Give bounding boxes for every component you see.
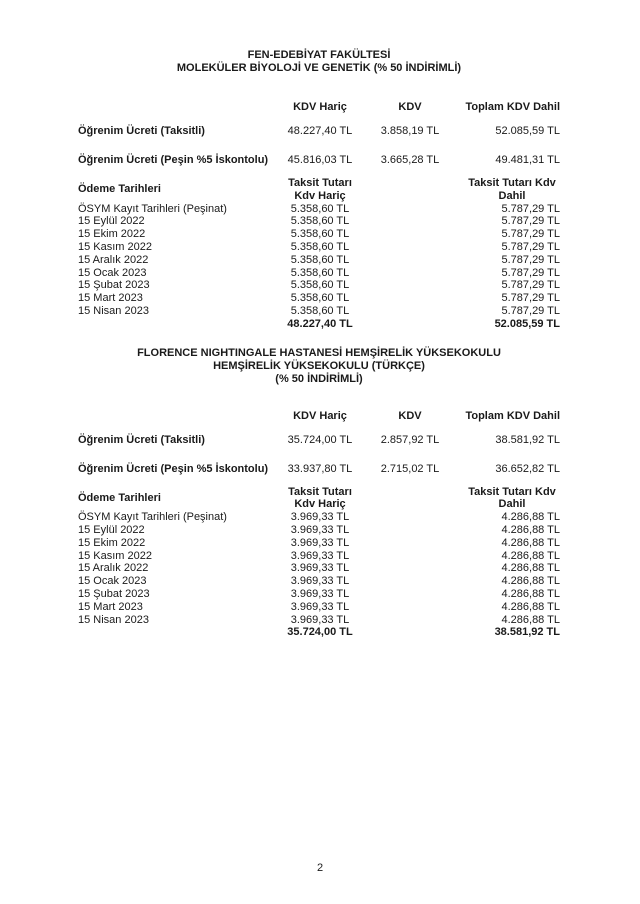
installment-incl-vat: 4.286,88 TL — [501, 613, 560, 626]
payment-date: 15 Şubat 2023 — [78, 279, 150, 292]
section-fen-edebiyat — [78, 49, 560, 331]
installment-excl-vat: 5.358,60 TL — [290, 202, 350, 215]
fee-table-rows — [78, 434, 560, 476]
table-row — [78, 241, 560, 254]
fee-amount-incl-vat: 36.652,82 TL — [495, 462, 560, 475]
schedule-header-dates: Ödeme Tarihleri — [78, 491, 161, 504]
installment-incl-vat: 4.286,88 TL — [501, 536, 560, 549]
installment-excl-vat: 3.969,33 TL — [290, 523, 350, 536]
fee-label: Öğrenim Ücreti (Taksitli) — [78, 433, 205, 446]
payment-date: 15 Aralık 2022 — [78, 253, 149, 266]
table-row — [78, 588, 560, 601]
section-title-line: HEMŞİRELİK YÜKSEKOKULU (TÜRKÇE) — [213, 359, 425, 372]
fee-table-header — [78, 101, 560, 114]
table-row — [78, 550, 560, 563]
installment-excl-vat: 5.358,60 TL — [290, 304, 350, 317]
table-row — [78, 267, 560, 280]
fee-vat: 2.857,92 TL — [380, 433, 440, 446]
fee-amount-excl-vat: 45.816,03 TL — [287, 154, 353, 166]
total-incl-vat: 38.581,92 TL — [494, 626, 560, 639]
installment-excl-vat: 3.969,33 TL — [290, 613, 350, 626]
fee-table-rows — [78, 125, 560, 167]
installment-excl-vat: 5.358,60 TL — [290, 228, 350, 241]
fee-vat: 2.715,02 TL — [380, 462, 440, 475]
installment-incl-vat: 5.787,29 TL — [501, 304, 560, 317]
schedule-total-row — [78, 626, 560, 639]
payment-date: 15 Ocak 2023 — [78, 266, 147, 279]
installment-incl-vat: 4.286,88 TL — [501, 523, 560, 536]
fee-header-kdv: KDV — [398, 101, 422, 113]
installment-incl-vat: 5.787,29 TL — [501, 266, 560, 279]
payment-date: 15 Ekim 2022 — [78, 228, 146, 241]
schedule-rows — [78, 511, 560, 626]
installment-incl-vat: 5.787,29 TL — [501, 202, 560, 215]
table-row — [78, 292, 560, 305]
fee-amount-incl-vat: 49.481,31 TL — [495, 154, 560, 166]
fee-header-toplam: Toplam KDV Dahil — [465, 409, 560, 422]
installment-excl-vat: 5.358,60 TL — [290, 215, 350, 228]
schedule-total-row — [78, 318, 560, 331]
installment-incl-vat: 4.286,88 TL — [501, 549, 560, 562]
fee-amount-excl-vat: 33.937,80 TL — [287, 462, 353, 475]
fee-amount-incl-vat: 38.581,92 TL — [495, 433, 560, 446]
payment-date: 15 Eylül 2022 — [78, 523, 145, 536]
table-row — [78, 279, 560, 292]
installment-excl-vat: 5.358,60 TL — [290, 292, 350, 305]
table-row — [78, 215, 560, 228]
payment-date: 15 Mart 2023 — [78, 600, 143, 613]
table-row — [78, 305, 560, 318]
table-row — [78, 254, 560, 267]
payment-date: 15 Ekim 2022 — [78, 536, 146, 549]
table-row — [78, 537, 560, 550]
installment-excl-vat: 5.358,60 TL — [290, 253, 350, 266]
installment-excl-vat: 3.969,33 TL — [290, 549, 350, 562]
installment-incl-vat: 5.787,29 TL — [501, 253, 560, 266]
schedule-header-amount: Taksit Tutarı Kdv Hariç — [288, 485, 352, 511]
installment-incl-vat: 4.286,88 TL — [501, 600, 560, 613]
table-row — [78, 434, 560, 447]
payment-date: 15 Kasım 2022 — [78, 240, 152, 253]
payment-date: 15 Nisan 2023 — [78, 304, 149, 317]
installment-incl-vat: 5.787,29 TL — [501, 279, 560, 292]
installment-excl-vat: 3.969,33 TL — [290, 536, 350, 549]
fee-label: Öğrenim Ücreti (Taksitli) — [78, 125, 205, 137]
payment-date: 15 Nisan 2023 — [78, 613, 149, 626]
installment-incl-vat: 5.787,29 TL — [501, 215, 560, 228]
installment-incl-vat: 4.286,88 TL — [501, 587, 560, 600]
table-row — [78, 575, 560, 588]
section-title-line: (% 50 İNDİRİMLİ) — [275, 372, 363, 385]
section-title-line: FLORENCE NIGHTINGALE HASTANESİ HEMŞİRELİK YÜKSEKOKULU — [137, 346, 501, 359]
page-number: 2 — [316, 862, 324, 874]
section-title-line: FEN-EDEBİYAT FAKÜLTESİ — [247, 49, 391, 61]
total-excl-vat: 48.227,40 TL — [287, 317, 353, 330]
payment-date: ÖSYM Kayıt Tarihleri (Peşinat) — [78, 202, 227, 215]
payment-date: 15 Aralık 2022 — [78, 562, 149, 575]
total-excl-vat: 35.724,00 TL — [287, 626, 353, 639]
payment-date: 15 Şubat 2023 — [78, 587, 150, 600]
table-row — [78, 524, 560, 537]
installment-excl-vat: 5.358,60 TL — [290, 240, 350, 253]
fee-amount-incl-vat: 52.085,59 TL — [495, 125, 560, 137]
payment-date: 15 Mart 2023 — [78, 292, 143, 305]
schedule-rows — [78, 203, 560, 318]
table-row — [78, 463, 560, 476]
total-incl-vat: 52.085,59 TL — [494, 317, 560, 330]
fee-header-kdv: KDV — [398, 409, 422, 422]
fee-table-header — [78, 410, 560, 423]
fee-amount-excl-vat: 35.724,00 TL — [287, 433, 353, 446]
fee-header-kdv-haric: KDV Hariç — [293, 409, 347, 422]
table-row — [78, 125, 560, 138]
installment-excl-vat: 3.969,33 TL — [290, 562, 350, 575]
section-title — [78, 49, 560, 75]
installment-excl-vat: 5.358,60 TL — [290, 266, 350, 279]
table-row — [78, 154, 560, 167]
schedule-header — [78, 177, 560, 203]
installment-incl-vat: 5.787,29 TL — [501, 228, 560, 241]
fee-label: Öğrenim Ücreti (Peşin %5 İskontolu) — [78, 154, 269, 166]
installment-incl-vat: 4.286,88 TL — [501, 511, 560, 524]
section-title-line: MOLEKÜLER BİYOLOJİ VE GENETİK (% 50 İNDİRİMLİ) — [176, 62, 462, 74]
payment-date: 15 Kasım 2022 — [78, 549, 152, 562]
installment-incl-vat: 5.787,29 TL — [501, 292, 560, 305]
payment-date: 15 Eylül 2022 — [78, 215, 145, 228]
installment-excl-vat: 3.969,33 TL — [290, 587, 350, 600]
schedule-header-total: Taksit Tutarı Kdv Dahil — [468, 485, 556, 511]
table-row — [78, 203, 560, 216]
installment-excl-vat: 3.969,33 TL — [290, 575, 350, 588]
installment-incl-vat: 4.286,88 TL — [501, 562, 560, 575]
fee-header-spacer — [78, 410, 270, 423]
schedule-header — [78, 486, 560, 512]
fee-vat: 3.665,28 TL — [380, 154, 440, 166]
fee-label: Öğrenim Ücreti (Peşin %5 İskontolu) — [78, 462, 269, 475]
fee-vat: 3.858,19 TL — [380, 125, 440, 137]
fee-header-toplam: Toplam KDV Dahil — [465, 101, 560, 113]
installment-incl-vat: 5.787,29 TL — [501, 240, 560, 253]
fee-header-kdv-haric: KDV Hariç — [293, 101, 347, 113]
fee-header-spacer — [78, 101, 270, 114]
section-title — [78, 347, 560, 386]
table-row — [78, 614, 560, 627]
payment-date: ÖSYM Kayıt Tarihleri (Peşinat) — [78, 511, 227, 524]
schedule-header-total: Taksit Tutarı Kdv Dahil — [468, 177, 556, 202]
installment-excl-vat: 3.969,33 TL — [290, 600, 350, 613]
section-florence-nightingale — [78, 347, 560, 640]
table-row — [78, 228, 560, 241]
fee-amount-excl-vat: 48.227,40 TL — [287, 125, 353, 137]
schedule-header-dates: Ödeme Tarihleri — [78, 183, 161, 196]
table-row — [78, 511, 560, 524]
installment-excl-vat: 3.969,33 TL — [290, 511, 350, 524]
table-row — [78, 601, 560, 614]
installment-incl-vat: 4.286,88 TL — [501, 575, 560, 588]
installment-excl-vat: 5.358,60 TL — [290, 279, 350, 292]
schedule-header-amount: Taksit Tutarı Kdv Hariç — [288, 177, 352, 202]
payment-date: 15 Ocak 2023 — [78, 575, 147, 588]
table-row — [78, 562, 560, 575]
